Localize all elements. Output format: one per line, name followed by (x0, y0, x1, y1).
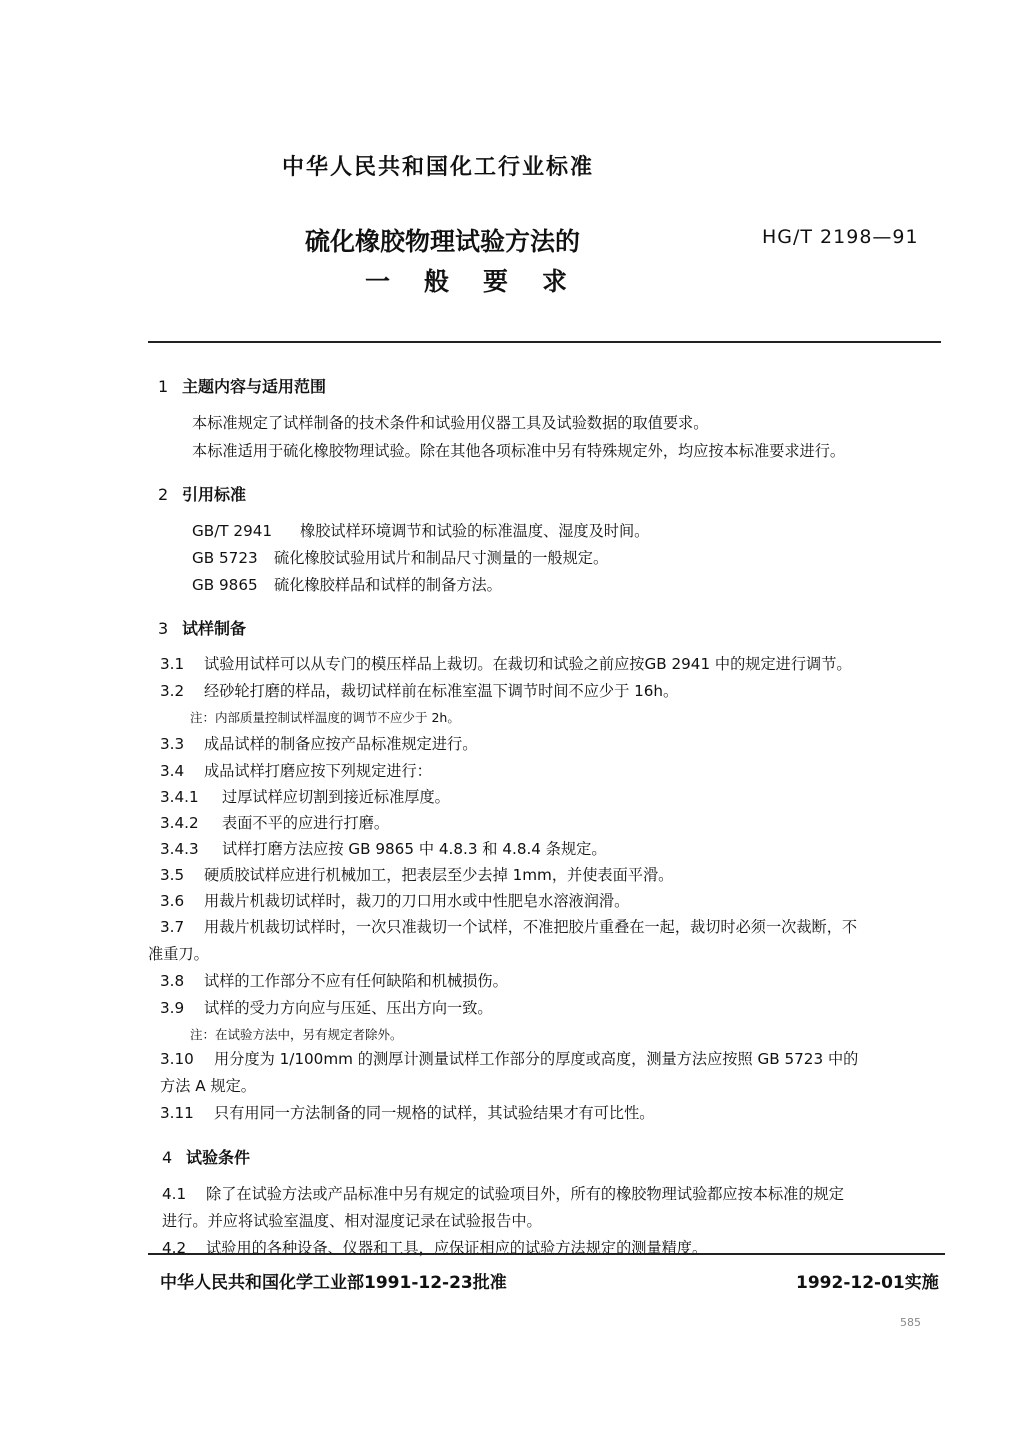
clause-3-1 (160, 653, 852, 674)
clause-4-1 (162, 1183, 844, 1204)
clause-text: 用分度为 1/100mm 的测厚计测量试样工作部分的厚度或高度，测量方法应按照 GB 5723 中的 (214, 1050, 859, 1068)
clause-text: 只有用同一方法制备的同一规格的试样，其试验结果才有可比性。 (214, 1104, 655, 1122)
clause-3-7 (160, 916, 857, 937)
clause-number: 3.2 (160, 682, 185, 700)
page-number: 585 (900, 1316, 921, 1329)
clause-number: 3.4.3 (160, 840, 199, 858)
clause-3-4 (160, 760, 432, 781)
clause-text: 试样的受力方向应与压延、压出方向一致。 (204, 999, 493, 1017)
section-number: 3 (158, 619, 169, 638)
reference-text: 硫化橡胶试验用试片和制品尺寸测量的一般规定。 (274, 549, 609, 567)
clause-3-9 (160, 997, 493, 1018)
reference-code: GB/T 2941 (192, 522, 273, 540)
clause-text: 经砂轮打磨的样品，裁切试样前在标准室温下调节时间不应少于 16h。 (204, 682, 679, 700)
section-number: 1 (158, 377, 169, 396)
clause-text: 过厚试样应切割到接近标准厚度。 (222, 788, 450, 806)
clause-4-1-continued: 进行。并应将试验室温度、相对湿度记录在试验报告中。 (162, 1212, 542, 1230)
section-heading-4 (162, 1145, 250, 1168)
footer-divider (148, 1253, 945, 1255)
clause-number: 3.6 (160, 892, 185, 910)
section-number: 2 (158, 485, 169, 504)
section-number: 4 (162, 1148, 173, 1167)
clause-3-10-continued: 方法 A 规定。 (160, 1077, 256, 1095)
clause-3-2 (160, 680, 678, 701)
clause-text: 试样打磨方法应按 GB 9865 中 4.8.3 和 4.8.4 条规定。 (222, 840, 607, 858)
reference-item (192, 547, 608, 568)
effective-date: 1992-12-01实施 (796, 1273, 939, 1293)
section-title: 主题内容与适用范围 (182, 377, 327, 396)
section-title: 引用标准 (182, 485, 247, 504)
clause-number: 3.10 (160, 1050, 194, 1068)
clause-text: 试样的工作部分不应有任何缺陷和机械损伤。 (204, 972, 508, 990)
clause-text: 成品试样打磨应按下列规定进行： (204, 762, 432, 780)
reference-item (192, 574, 502, 595)
clause-3-3 (160, 733, 477, 754)
reference-item (192, 520, 649, 541)
section-title: 试验条件 (186, 1148, 251, 1167)
clause-number: 3.8 (160, 972, 185, 990)
section-heading-2 (158, 482, 246, 505)
clause-number: 4.2 (162, 1239, 187, 1257)
clause-number: 4.1 (162, 1185, 187, 1203)
clause-text: 用裁片机裁切试样时，一次只准裁切一个试样，不准把胶片重叠在一起，裁切时必须一次裁断，不 (204, 918, 858, 936)
clause-3-4-1 (160, 786, 450, 807)
clause-number: 3.5 (160, 866, 185, 884)
section-title: 试样制备 (182, 619, 247, 638)
clause-number: 3.4 (160, 762, 185, 780)
clause-text: 试验用的各种设备、仪器和工具，应保证相应的试验方法规定的测量精度。 (206, 1239, 708, 1257)
standard-code: HG/T 2198—91 (762, 226, 919, 248)
reference-text: 橡胶试样环境调节和试验的标准温度、湿度及时间。 (300, 522, 650, 540)
clause-number: 3.4.1 (160, 788, 199, 806)
section-heading-3 (158, 616, 246, 639)
clause-number: 3.1 (160, 655, 185, 673)
clause-number: 3.9 (160, 999, 185, 1017)
paragraph: 本标准规定了试样制备的技术条件和试验用仪器工具及试验数据的取值要求。 (192, 414, 709, 432)
header-divider (148, 341, 941, 343)
standard-title-line2: 一般要求 (365, 267, 602, 296)
clause-text: 成品试样的制备应按产品标准规定进行。 (204, 735, 478, 753)
paragraph: 本标准适用于硫化橡胶物理试验。除在其他各项标准中另有特殊规定外，均应按本标准要求进行。 (192, 442, 846, 460)
clause-3-4-3 (160, 838, 607, 859)
note: 注：在试验方法中，另有规定者除外。 (190, 1027, 403, 1042)
clause-3-6 (160, 890, 629, 911)
clause-number: 3.7 (160, 918, 185, 936)
clause-3-11 (160, 1102, 654, 1123)
clause-number: 3.11 (160, 1104, 194, 1122)
clause-text: 除了在试验方法或产品标准中另有规定的试验项目外，所有的橡胶物理试验都应按本标准的规定 (206, 1185, 844, 1203)
section-heading-1 (158, 374, 326, 397)
reference-text: 硫化橡胶样品和试样的制备方法。 (274, 576, 502, 594)
reference-code: GB 9865 (192, 576, 258, 594)
approval-line: 中华人民共和国化学工业部1991-12-23批准 (160, 1273, 507, 1293)
org-title: 中华人民共和国化工行业标准 (282, 155, 595, 180)
note: 注：内部质量控制试样温度的调节不应少于 2h。 (190, 710, 460, 725)
clause-3-4-2 (160, 812, 389, 833)
clause-text: 表面不平的应进行打磨。 (222, 814, 390, 832)
clause-3-10 (160, 1048, 858, 1069)
clause-text: 试验用试样可以从专门的模压样品上裁切。在裁切和试验之前应按GB 2941 中的规定进行调节。 (204, 655, 852, 673)
reference-code: GB 5723 (192, 549, 258, 567)
standard-title: 硫化橡胶物理试验方法的 (305, 227, 581, 256)
clause-number: 3.4.2 (160, 814, 199, 832)
clause-text: 硬质胶试样应进行机械加工，把表层至少去掉 1mm，并使表面平滑。 (204, 866, 674, 884)
clause-number: 3.3 (160, 735, 185, 753)
clause-3-5 (160, 864, 673, 885)
clause-3-7-continued: 准重刀。 (148, 945, 209, 963)
clause-text: 用裁片机裁切试样时，裁刀的刀口用水或中性肥皂水溶液润滑。 (204, 892, 630, 910)
clause-3-8 (160, 970, 508, 991)
